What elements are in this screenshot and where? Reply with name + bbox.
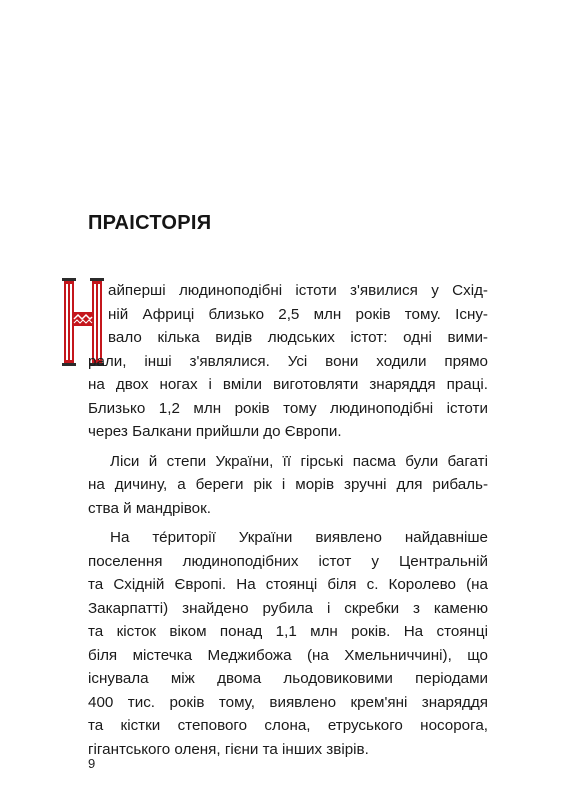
text-line: поселення людиноподібних істот у Центральній xyxy=(88,552,488,570)
page-number: 9 xyxy=(88,756,96,771)
text-line: рали, інші з'являлися. Усі вони ходили прямо xyxy=(88,352,488,370)
text-line: вало кілька видів людських істот: одні вими- xyxy=(108,329,488,346)
text-line: через Балкани прийшли до Європи. xyxy=(88,423,342,440)
text-line: ній Африці близько 2,5 млн років тому. Існу- xyxy=(108,305,488,323)
paragraph-2 xyxy=(88,450,488,521)
text-line: на двох ногах і вміли виготовляти знаряддя праці. xyxy=(88,376,488,393)
text-line: ства й мандрівок. xyxy=(88,499,211,517)
text-line: та кісток віком понад 1,1 млн років. На стоянці xyxy=(88,623,488,640)
chapter-title: ПРАІСТОРІЯ xyxy=(88,212,212,234)
text-line: Ліси й степи України, її гірські пасма були багаті xyxy=(110,452,488,470)
text-line: на дичину, а береги рік і морів зручні для рибаль- xyxy=(88,476,488,493)
text-line: Близько 1,2 млн років тому людиноподібні істоти xyxy=(88,399,488,417)
paragraph-3 xyxy=(88,526,488,761)
text-line: існувала між двома льодовиковими періодами xyxy=(88,670,488,687)
paragraph-1 xyxy=(88,279,488,444)
body-text xyxy=(88,279,488,761)
text-line: гігантського оленя, гієни та інших звірів. xyxy=(88,740,369,758)
text-line: Закарпатті) знайдено рубила і скребки з каменю xyxy=(88,599,488,617)
text-line: та кістки степового слона, етруського носорога, xyxy=(88,717,488,734)
text-line: айперші людиноподібні істоти з'явилися у Схід- xyxy=(108,282,488,299)
text-line: та Східній Європі. На стоянці біля с. Королево (на xyxy=(88,576,488,593)
text-line: На те́риторії України виявлено найдавніше xyxy=(110,529,488,546)
text-line: біля містечка Меджибожа (на Хмельниччині), що xyxy=(88,646,488,664)
text-line: 400 тис. років тому, виявлено крем'яні знаряддя xyxy=(88,693,488,711)
